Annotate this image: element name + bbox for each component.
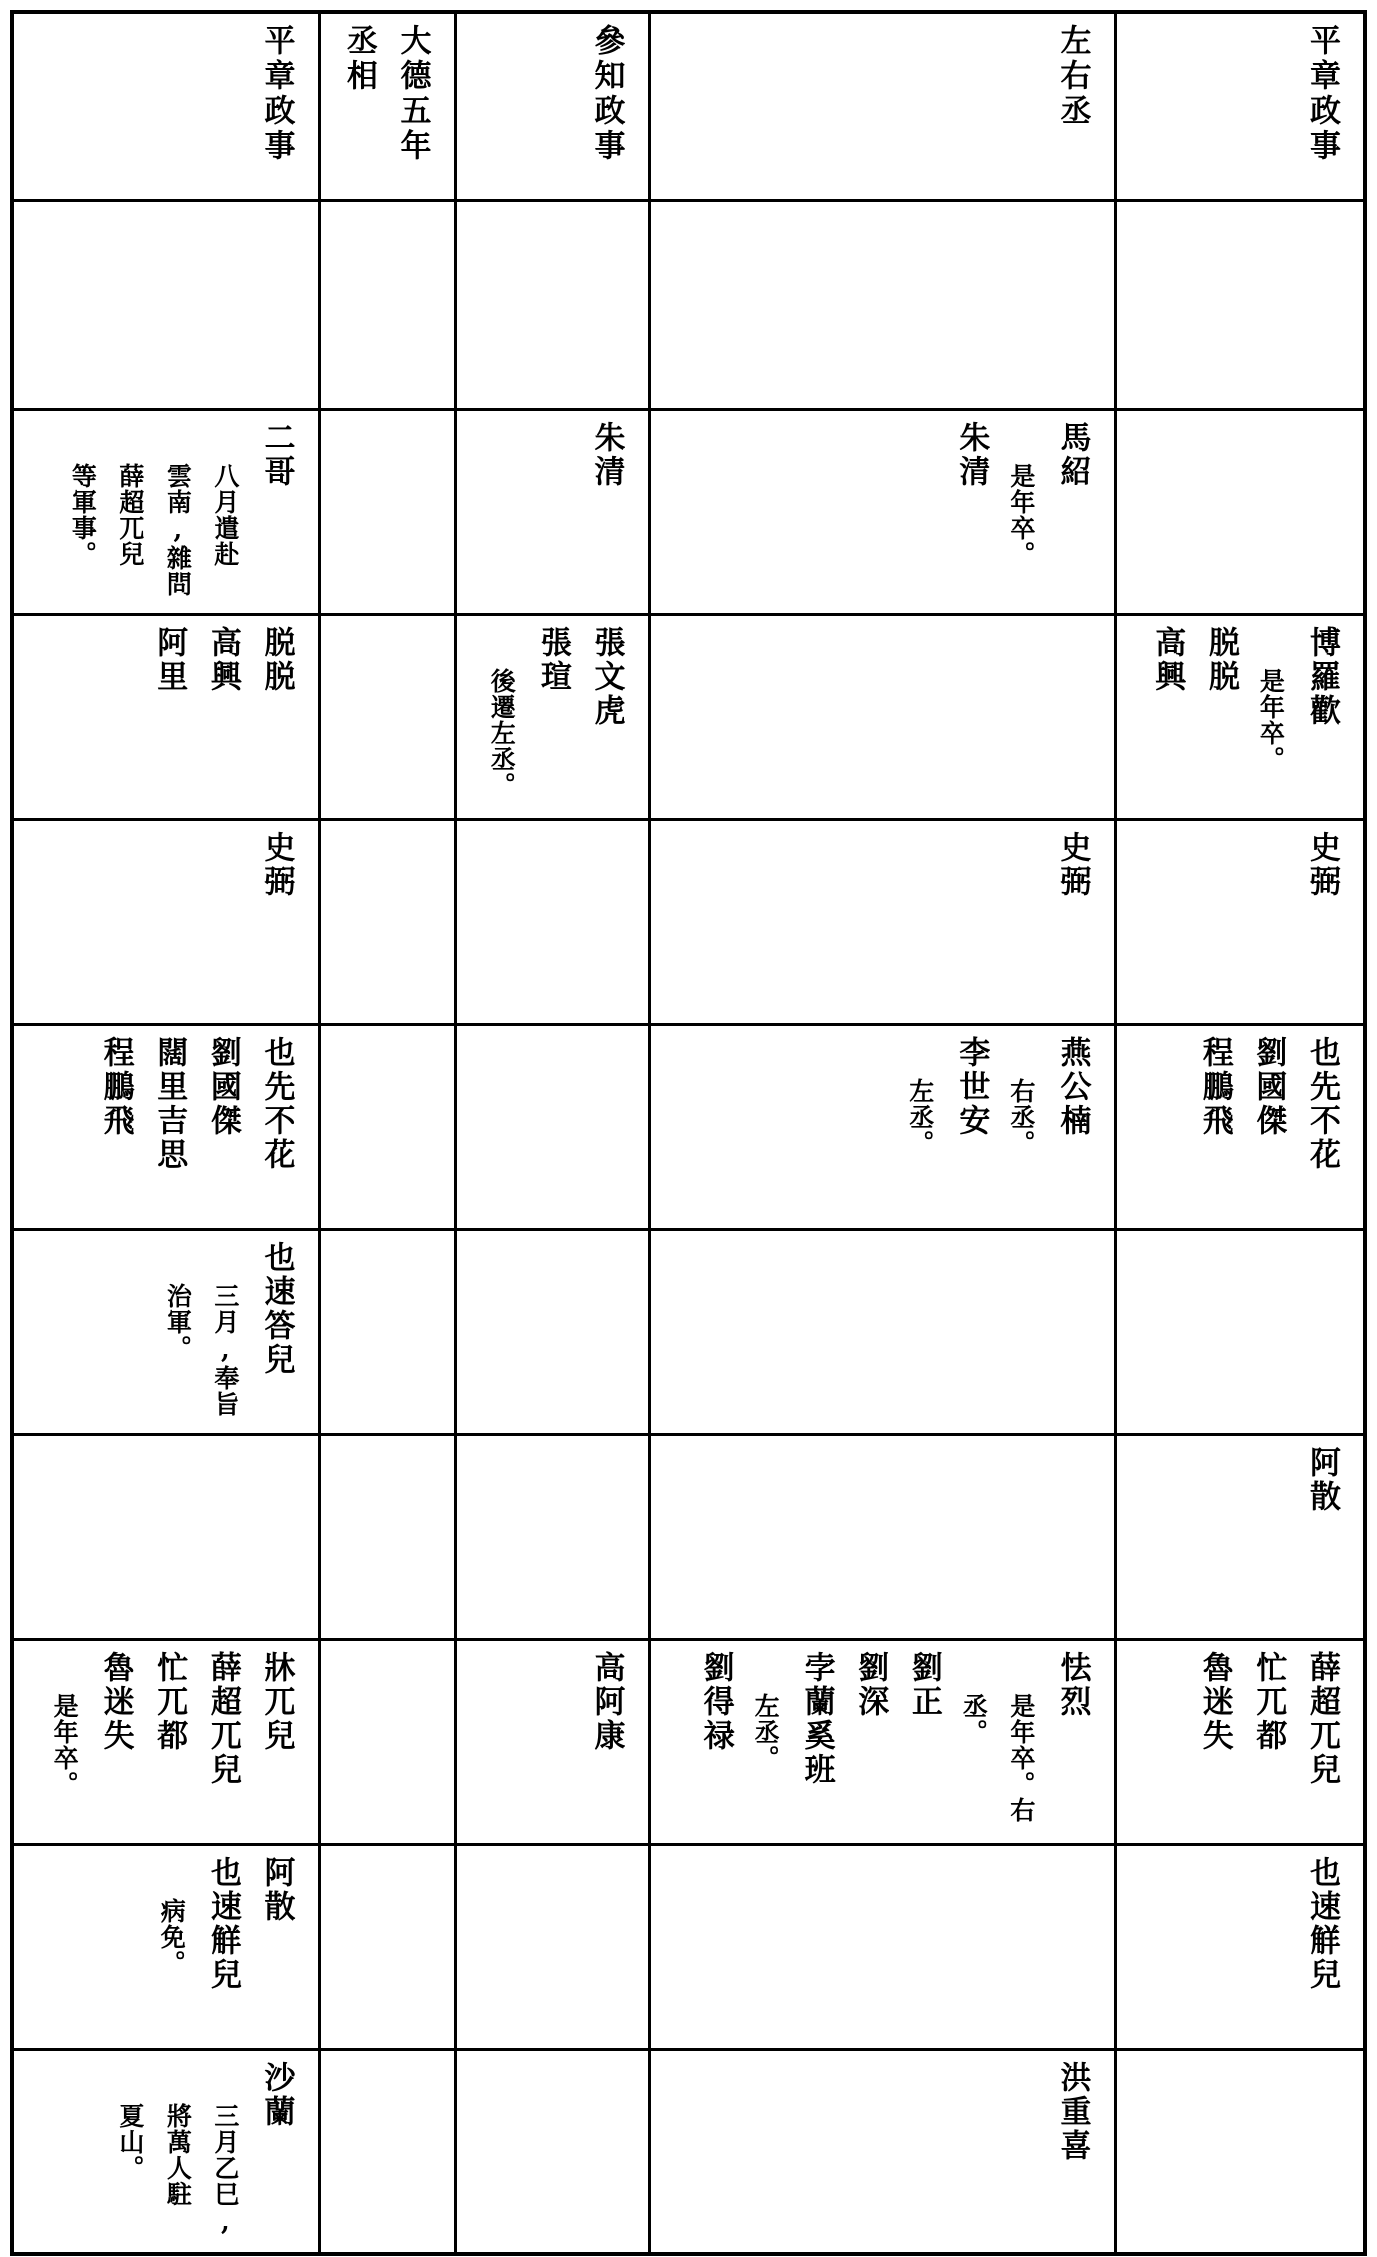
table-cell: [319, 200, 455, 409]
table-row: [12, 819, 1365, 1024]
table-row: [12, 1024, 1365, 1229]
annotation: 薛超兀兒: [115, 462, 145, 567]
table-cell: [1115, 1024, 1365, 1229]
official-name: 薛超兀兒: [1304, 1650, 1340, 1787]
header-cell: [319, 12, 455, 200]
table-cell: [649, 409, 1115, 614]
annotation: 是年卒。右: [1006, 1692, 1036, 1823]
table-cell: [455, 614, 649, 819]
cell-content: [22, 1650, 295, 1797]
table-cell: [319, 409, 455, 614]
table-cell: [12, 819, 319, 1024]
table-cell: [649, 1024, 1115, 1229]
cell-content: [22, 420, 295, 597]
cell-content: [659, 830, 1091, 899]
official-name: 左右丞: [1054, 24, 1091, 129]
official-name: 闊里吉思: [151, 1035, 188, 1172]
cell-content: [22, 2060, 295, 2237]
table-cell: [455, 1434, 649, 1639]
official-name: 劉得禄: [697, 1650, 734, 1753]
cell-content: [329, 24, 431, 164]
annotation: 雲南,雜問: [163, 462, 193, 597]
table-cell: [649, 1434, 1115, 1639]
official-name: 高興: [204, 625, 241, 694]
header-cell: [649, 12, 1115, 200]
official-name: 張瑄: [534, 625, 571, 694]
table-row: [12, 2049, 1365, 2254]
table-cell: [1115, 1434, 1365, 1639]
official-name: 牀兀兒: [258, 1650, 295, 1753]
table-cell: [1115, 1639, 1365, 1844]
cell-content: [465, 1650, 625, 1753]
annotation: 左丞。: [751, 1692, 781, 1771]
table-row: [12, 1844, 1365, 2049]
official-name: 劉深: [852, 1650, 889, 1719]
official-name: 孛蘭奚班: [798, 1650, 835, 1787]
official-name: 洪重喜: [1054, 2060, 1091, 2163]
cell-content: [1125, 24, 1338, 164]
header-cell: [1115, 12, 1365, 200]
table-cell: [1115, 1844, 1365, 2049]
table-cell: [649, 200, 1115, 409]
table-cell: [12, 1639, 319, 1844]
annotation: 是年卒。: [1006, 462, 1036, 567]
official-name: 程鵬飛: [1196, 1035, 1233, 1138]
annotation: 丞。: [959, 1692, 989, 1745]
official-name: 劉正: [905, 1650, 942, 1719]
official-name: 怯烈: [1054, 1650, 1091, 1719]
official-name: 沙蘭: [258, 2060, 295, 2129]
cell-content: [465, 420, 625, 489]
official-name: 也速觧兒: [204, 1855, 241, 1992]
official-name: 阿里: [151, 625, 188, 694]
table-cell: [455, 1639, 649, 1844]
table-row: [12, 614, 1365, 819]
table-cell: [319, 1024, 455, 1229]
official-name: 博羅歡: [1304, 625, 1340, 728]
cell-content: [1125, 1446, 1338, 1514]
annotation: 右丞。: [1006, 1077, 1036, 1156]
header-row: [12, 12, 1365, 200]
official-name: 高阿康: [588, 1650, 625, 1753]
official-name: 二哥: [258, 420, 295, 489]
official-name: 忙兀都: [1250, 1650, 1287, 1753]
cell-content: [659, 24, 1091, 129]
official-name: 朱清: [588, 420, 625, 489]
table-cell: [12, 1844, 319, 2049]
official-name: 魯迷失: [97, 1650, 134, 1753]
table-cell: [455, 2049, 649, 2254]
cell-content: [1125, 626, 1338, 772]
table-cell: [1115, 1229, 1365, 1434]
official-name: 也先不花: [258, 1035, 295, 1172]
cell-content: [22, 24, 295, 164]
cell-content: [465, 625, 625, 798]
official-name: 丞相: [340, 24, 377, 94]
table-cell: [455, 1229, 649, 1434]
cell-content: [659, 1035, 1091, 1156]
official-name: 燕公楠: [1054, 1035, 1091, 1138]
official-name: 脱脱: [1202, 625, 1239, 694]
table-row: [12, 1434, 1365, 1639]
cell-content: [1125, 1651, 1338, 1787]
table-cell: [1115, 819, 1365, 1024]
cell-content: [659, 420, 1091, 567]
official-name: 大德五年: [394, 24, 431, 164]
official-name: 劉國傑: [204, 1035, 241, 1138]
official-name: 魯迷失: [1196, 1650, 1233, 1753]
annotation: 夏山。: [115, 2102, 145, 2181]
official-name: 也速答兒: [258, 1240, 295, 1377]
annotation: 三月,奉旨: [210, 1282, 240, 1417]
table-cell: [12, 1434, 319, 1639]
cell-content: [1125, 1856, 1338, 1992]
header-cell: [12, 12, 319, 200]
annotation: 三月乙巳,: [210, 2102, 240, 2237]
official-name: 張文虎: [588, 625, 625, 728]
official-name: 薛超兀兒: [204, 1650, 241, 1787]
annotation: 八月遣赴: [210, 462, 240, 567]
official-name: 脱脱: [258, 625, 295, 694]
cell-content: [1125, 831, 1338, 899]
table-body: [12, 200, 1365, 2254]
annotation: 是年卒。: [50, 1692, 80, 1797]
header-cell: [455, 12, 649, 200]
table-cell: [649, 2049, 1115, 2254]
official-name: 高興: [1149, 625, 1186, 694]
officials-table: [10, 10, 1367, 2256]
annotation: 是年卒。: [1256, 667, 1286, 772]
table-cell: [649, 614, 1115, 819]
annotation: 等軍事。: [68, 462, 98, 567]
table-row: [12, 409, 1365, 614]
table-cell: [12, 2049, 319, 2254]
table-cell: [455, 819, 649, 1024]
official-name: 也先不花: [1304, 1035, 1340, 1172]
cell-content: [22, 830, 295, 899]
table-cell: [455, 1024, 649, 1229]
table-cell: [1115, 2049, 1365, 2254]
cell-content: [659, 2060, 1091, 2163]
official-name: 忙兀都: [151, 1650, 188, 1753]
table-cell: [12, 409, 319, 614]
table-cell: [455, 409, 649, 614]
official-name: 阿散: [1304, 1445, 1340, 1514]
official-name: 平章政事: [258, 24, 295, 164]
annotation: 後遷左丞。: [487, 667, 517, 798]
table-cell: [1115, 200, 1365, 409]
table-cell: [455, 1844, 649, 2049]
table-cell: [455, 200, 649, 409]
table-cell: [12, 1229, 319, 1434]
table-cell: [12, 200, 319, 409]
table-cell: [319, 1434, 455, 1639]
annotation: 病免。: [157, 1897, 187, 1976]
official-name: 阿散: [258, 1855, 295, 1924]
official-name: 朱清: [953, 420, 990, 489]
official-name: 程鵬飛: [97, 1035, 134, 1138]
cell-content: [465, 24, 625, 164]
table-cell: [649, 1844, 1115, 2049]
table-row: [12, 1229, 1365, 1434]
official-name: 史弼: [1054, 830, 1091, 899]
table-cell: [319, 1229, 455, 1434]
table-cell: [649, 1639, 1115, 1844]
annotation: 治軍。: [163, 1282, 193, 1361]
official-name: 也速觧兒: [1304, 1855, 1340, 1992]
official-name: 參知政事: [588, 24, 625, 164]
official-name: 史弼: [258, 830, 295, 899]
cell-content: [659, 1650, 1091, 1823]
table-cell: [319, 819, 455, 1024]
official-name: 劉國傑: [1250, 1035, 1287, 1138]
official-name: 馬紹: [1054, 420, 1091, 489]
cell-content: [22, 625, 295, 694]
table-cell: [12, 1024, 319, 1229]
table-cell: [319, 1639, 455, 1844]
annotation: 將萬人駐: [163, 2102, 193, 2207]
table-row: [12, 200, 1365, 409]
cell-content: [22, 1240, 295, 1417]
official-name: 史弼: [1304, 830, 1340, 899]
table-cell: [319, 2049, 455, 2254]
cell-content: [22, 1035, 295, 1172]
table-cell: [649, 1229, 1115, 1434]
table-cell: [319, 1844, 455, 2049]
table-cell: [649, 819, 1115, 1024]
table-header: [12, 12, 1365, 200]
annotation: 左丞。: [905, 1077, 935, 1156]
table-cell: [1115, 409, 1365, 614]
table-row: [12, 1639, 1365, 1844]
official-name: 李世安: [953, 1035, 990, 1138]
table-cell: [12, 614, 319, 819]
table-cell: [1115, 614, 1365, 819]
cell-content: [22, 1855, 295, 1992]
table-cell: [319, 614, 455, 819]
cell-content: [1125, 1036, 1338, 1172]
official-name: 平章政事: [1304, 24, 1340, 164]
